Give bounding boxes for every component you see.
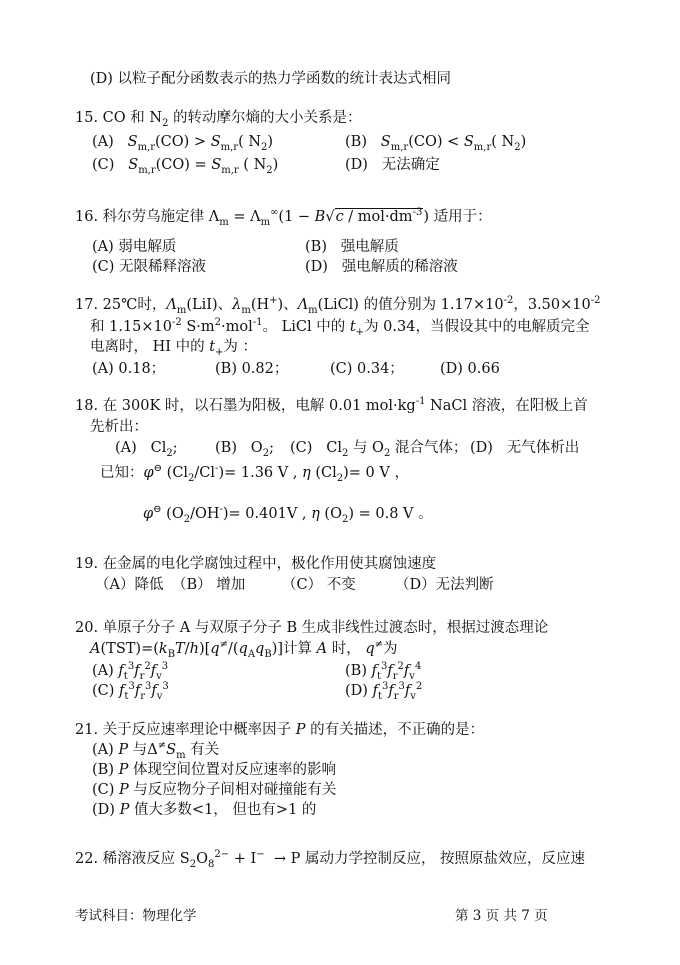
q16-option-a: (A) 弱电解质 [92, 239, 177, 255]
q18-option-b: (B) $O_2$; [215, 440, 274, 459]
q20-line-1: 20. 单原子分子 A 与双原子分子 B 生成非线性过渡态时，根据过渡态理论 [75, 620, 549, 636]
q18-option-d: (D) 无气体析出 [470, 440, 580, 456]
q22-line-1: 22. 稀溶液反应 $S_2O_8^{2-} + I^- \to P$ 属动力学控制反应， 按照原盐效应，反应速 [75, 849, 586, 870]
q15-option-c: (C) $S_{m,r}(CO) = S_{m,r}$ ( $N_2$) [92, 157, 279, 176]
q17-option-c: (C) 0.34； [330, 361, 404, 377]
q16-option-c: (C) 无限稀释溶液 [92, 259, 207, 275]
q14-option-d: (D) 以粒子配分函数表示的热力学函数的统计表达式相同 [90, 71, 452, 87]
q21-option-c: (C) P 与反应物分子间相对碰撞能有关 [92, 782, 337, 798]
q21-option-d: (D) P 值大多数<1， 但也有>1 的 [92, 802, 317, 818]
q19-option-d: （D）无法判断 [395, 577, 494, 593]
q15-option-d: (D) 无法确定 [345, 157, 440, 173]
q18-known-2: φ⊖ $(O_2/OH^-)= 0.401V$ , η $(O_2) = 0.8$ V 。 [143, 504, 433, 525]
q18-line-1: 18. 在 300K 时，以石墨为阳极，电解 0.01 $mol\cdot kg^{-1}$ NaCl 溶液，在阳极上首 [75, 396, 588, 414]
q17-option-b: (B) 0.82； [215, 361, 289, 377]
q18-known-1: 已知：φ⊖ $(Cl_2/Cl^-)= 1.36$ V , η $(Cl_2)= 0$ V ， [100, 463, 409, 484]
q17-line-2: 和 $1.15\times 10^{-2}$ $S\cdot m^2\cdot mol^{-1}$。 LiCl 中的 $t_+$为 0.34，当假设其中的电解质完全 [90, 317, 590, 338]
q21-option-b: (B) P 体现空间位置对反应速率的影响 [92, 762, 336, 778]
q15-option-b: (B) $S_{m,r}(CO) < S_{m,r}$( $N_2$) [345, 134, 527, 153]
q21-stem: 21. 关于反应速率理论中概率因子 P 的有关描述，不正确的是： [75, 722, 485, 738]
q19-option-b: （B） 增加 [172, 577, 246, 593]
q20-option-a: (A) $f_t^3f_r^2f_v^3$ [92, 661, 169, 682]
q17-line-1: 17. 25℃时，$\Lambda_m(LiI)$、$\lambda_m(H^+)$、$\Lambda_m(LiCl)$ 的值分别为 $1.17\times 10^{-2}$，$3.50\times 10^{-2}$ [75, 295, 601, 316]
q16-option-d: (D) 强电解质的稀溶液 [305, 259, 458, 275]
footer-subject: 考试科目：物理化学 [75, 908, 197, 924]
q17-option-d: (D) 0.66 [440, 361, 500, 377]
q18-option-a: (A) $Cl_2$; [115, 440, 178, 459]
q20-option-b: (B) $f_t^3f_r^2f_v^4$ [345, 661, 422, 682]
q19-option-c: （C） 不变 [282, 577, 356, 593]
q19-stem: 19. 在金属的电化学腐蚀过程中，极化作用使其腐蚀速度 [75, 556, 437, 572]
q16-option-b: (B) 强电解质 [305, 239, 399, 255]
q20-option-c: (C) $f_t^3f_r^3f_v^3$ [92, 681, 169, 702]
footer-page: 第 3 页 共 7 页 [455, 908, 548, 924]
q19-option-a: （A）降低 [95, 577, 164, 593]
q16-stem: 16. 科尔劳乌施定律 $\Lambda_m = \Lambda_m^\infty(1 - B√c / mol\cdot dm^{-3})$ 适用于： [75, 207, 492, 228]
q17-line-3: 电离时， HI 中的 $t_+$为 ： [90, 339, 258, 358]
q15-stem: 15. CO 和 $N_2$ 的转动摩尔熵的大小关系是： [75, 110, 362, 129]
q20-line-2: $A(TST)=(k_BT/h)[q^\ne/(q_Aq_B)]$计算 A 时， q≠为 [90, 639, 398, 660]
q17-option-a: (A) 0.18； [92, 361, 166, 377]
q15-option-a: (A) $S_{m,r}(CO) > S_{m,r}$( $N_2$) [92, 134, 274, 153]
q21-option-a: (A) P 与$\Delta^\ne S_m$ 有关 [92, 740, 220, 761]
q18-line-2: 先析出： [90, 419, 148, 435]
q18-option-c: (C) $Cl_2$ 与 $O_2$ 混合气体； [290, 440, 468, 459]
q20-option-d: (D) $f_t^3f_r^3f_v^2$ [345, 681, 423, 702]
